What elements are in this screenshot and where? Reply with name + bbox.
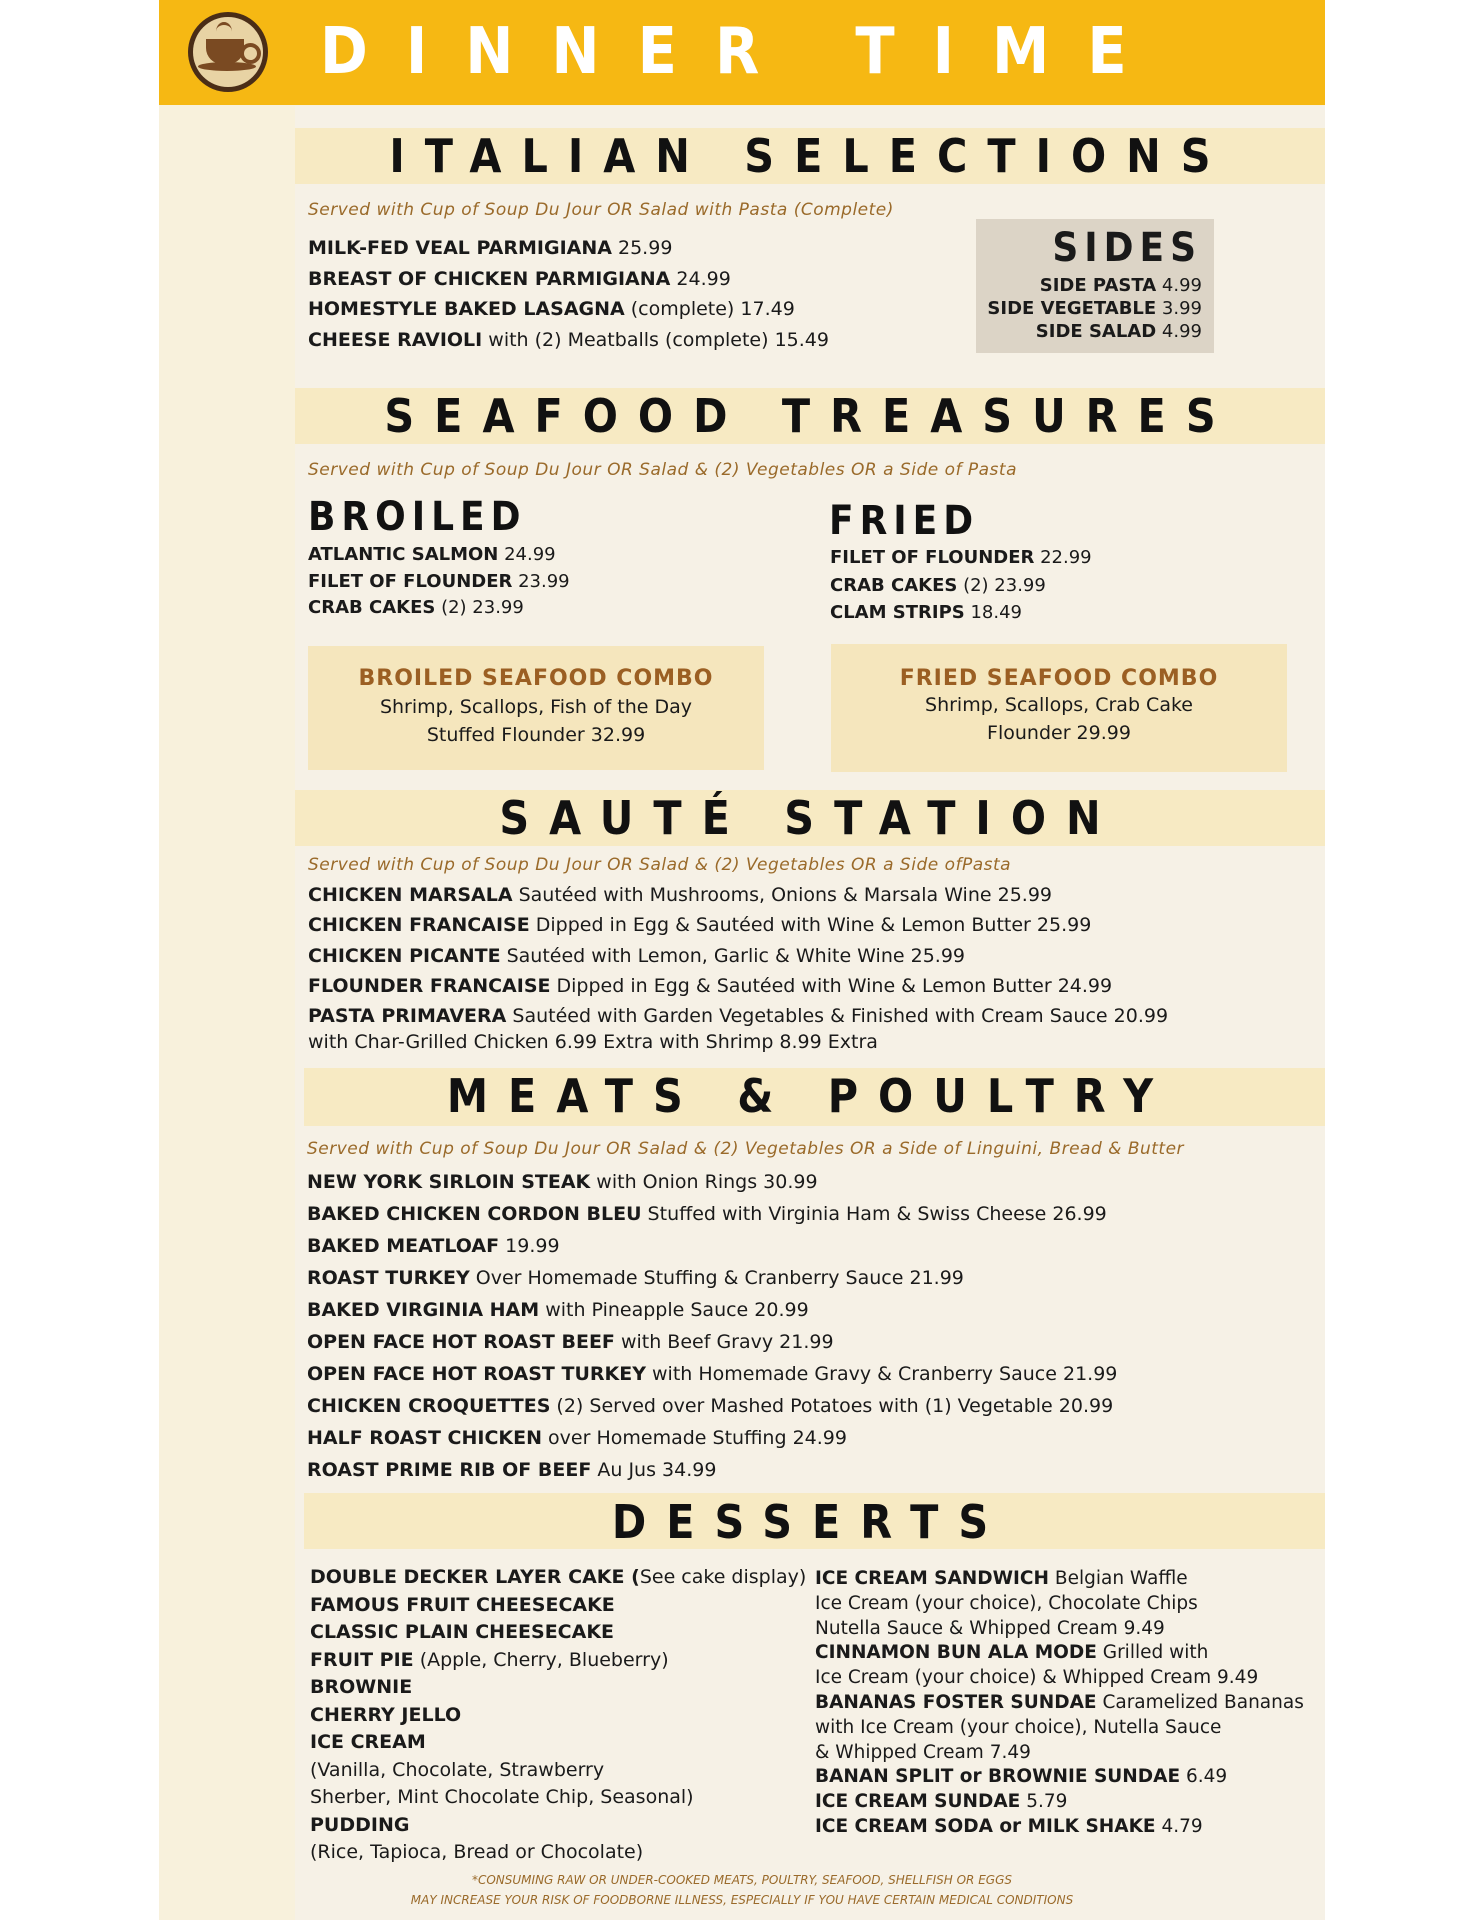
item-name: BAKED CHICKEN CORDON BLEU (307, 1203, 642, 1225)
seafood-subtitle: Served with Cup of Soup Du Jour OR Salad & (2) Vegetables OR a Side of Pasta (308, 460, 1017, 480)
menu-item (308, 913, 1091, 937)
item-description: (2) 23.99 (435, 597, 524, 618)
item-description: & Whipped Cream 7.49 (815, 1741, 1031, 1763)
item-description: with Ice Cream (your choice), Nutella Sauce (815, 1716, 1222, 1738)
broiled-heading: BROILED (308, 494, 527, 540)
item-name: DOUBLE DECKER LAYER CAKE ( (310, 1566, 640, 1588)
item-description: (Vanilla, Chocolate, Strawberry (310, 1758, 605, 1781)
dessert-item (310, 1840, 643, 1864)
item-description: with Onion Rings 30.99 (590, 1171, 818, 1193)
item-name: CLASSIC PLAIN CHEESECAKE (310, 1621, 615, 1643)
item-description: (Apple, Cherry, Blueberry) (413, 1648, 669, 1671)
item-name: HALF ROAST CHICKEN (307, 1427, 543, 1449)
item-name: ICE CREAM (310, 1731, 426, 1753)
desserts-title: DESSERTS (611, 1495, 1009, 1549)
broiled-item (308, 570, 570, 594)
saute-subtitle: Served with Cup of Soup Du Jour OR Salad & (2) Vegetables OR a Side ofPasta (308, 855, 1012, 875)
item-description: Sherber, Mint Chocolate Chip, Seasonal) (310, 1786, 694, 1808)
menu-item (307, 1202, 1107, 1226)
item-description: 25.99 (611, 237, 673, 259)
menu-item (307, 1266, 964, 1290)
item-name: MILK-FED VEAL PARMIGIANA (308, 237, 612, 259)
item-name: CLAM STRIPS (830, 602, 965, 623)
item-name: BANAN SPLIT or BROWNIE SUNDAE (815, 1766, 1181, 1788)
dessert-item (815, 1691, 1304, 1715)
item-name: OPEN FACE HOT ROAST BEEF (307, 1331, 615, 1353)
dessert-item (815, 1641, 1208, 1665)
side-item: SIDE VEGETABLE 3.99 (987, 298, 1202, 319)
item-name: ATLANTIC SALMON (308, 544, 499, 565)
item-description: over Homemade Stuffing 24.99 (542, 1427, 847, 1449)
menu-item (307, 1234, 560, 1258)
item-name: ICE CREAM SANDWICH (815, 1568, 1049, 1589)
menu-item (307, 1298, 809, 1322)
seafood-title: SEAFOOD TREASURES (384, 389, 1236, 443)
item-name: CHICKEN CROQUETTES (307, 1395, 551, 1417)
item-description: Grilled with (1096, 1642, 1209, 1664)
menu-item (308, 236, 672, 260)
dessert-item (815, 1790, 1067, 1814)
item-description: Stuffed with Virginia Ham & Swiss Cheese 26.99 (641, 1203, 1107, 1225)
item-description: Over Homemade Stuffing & Cranberry Sauce 21.99 (469, 1267, 964, 1289)
meats-subtitle: Served with Cup of Soup Du Jour OR Salad & (2) Vegetables OR a Side of Linguini, Bread & Butter (307, 1139, 1185, 1159)
broiled-combo-title: BROILED SEAFOOD COMBO (358, 666, 714, 691)
dessert-item (310, 1730, 426, 1754)
dessert-item (310, 1758, 604, 1782)
item-description: Dipped in Egg & Sautéed with Wine & Lemon Butter 24.99 (550, 974, 1113, 997)
item-description: Dipped in Egg & Sautéed with Wine & Lemon Butter 25.99 (529, 914, 1092, 937)
item-description: Caramelized Bananas (1096, 1692, 1304, 1713)
sides-box (976, 219, 1214, 353)
italian-subtitle: Served with Cup of Soup Du Jour OR Salad with Pasta (Complete) (308, 200, 894, 220)
item-description: Nutella Sauce & Whipped Cream 9.49 (815, 1617, 1165, 1639)
item-name: PUDDING (310, 1813, 410, 1836)
item-description: 18.49 (964, 602, 1023, 623)
menu-item (308, 944, 965, 968)
item-description: with (2) Meatballs (complete) 15.49 (482, 328, 829, 351)
dessert-item (815, 1765, 1227, 1789)
dessert-item (310, 1620, 614, 1644)
item-description: 24.99 (670, 267, 731, 290)
fried-combo-title: FRIED SEAFOOD COMBO (899, 666, 1219, 691)
page-title: DINNER TIME (320, 15, 1165, 89)
dessert-item (815, 1716, 1221, 1740)
broiled-combo-line: Stuffed Flounder 32.99 (426, 724, 646, 746)
menu-item (307, 1426, 847, 1450)
dessert-item (310, 1703, 461, 1727)
item-name: ICE CREAM SODA or MILK SHAKE (815, 1816, 1156, 1837)
dessert-item (310, 1565, 806, 1589)
item-name: FAMOUS FRUIT CHEESECAKE (310, 1593, 615, 1616)
item-description: with Homemade Gravy & Cranberry Sauce 21.99 (645, 1363, 1118, 1385)
item-description: 19.99 (499, 1235, 560, 1257)
meats-title: MEATS & POULTRY (446, 1069, 1174, 1123)
item-description: Sautéed with Lemon, Garlic & White Wine 25.99 (500, 944, 965, 967)
item-name: NEW YORK SIRLOIN STEAK (307, 1171, 591, 1193)
item-description: (2) Served over Mashed Potatoes with (1) Vegetable 20.99 (550, 1395, 1114, 1417)
item-description: See cake display) (639, 1566, 807, 1588)
item-name: FILET OF FLOUNDER (830, 547, 1035, 568)
broiled-item (308, 543, 556, 567)
dessert-item (815, 1666, 1258, 1690)
side-item: SIDE SALAD 4.99 (1035, 321, 1202, 342)
item-description: Sautéed with Garden Vegetables & Finished with Cream Sauce 20.99 (506, 1005, 1169, 1028)
coffee-cup-icon (188, 12, 268, 92)
item-description: 23.99 (512, 570, 570, 592)
item-name: CRAB CAKES (830, 574, 958, 596)
broiled-combo-box (308, 646, 764, 770)
dessert-item (310, 1593, 615, 1617)
menu-item (307, 1330, 834, 1354)
item-description: with Beef Gravy 21.99 (614, 1331, 834, 1353)
item-description: 6.49 (1180, 1766, 1228, 1788)
item-name: CRAB CAKES (308, 597, 436, 618)
menu-item (308, 1004, 1168, 1028)
item-name: FLOUNDER FRANCAISE (308, 974, 551, 997)
item-description: 24.99 (498, 544, 556, 565)
item-name: CHEESE RAVIOLI (308, 328, 483, 351)
item-description: Belgian Waffle (1049, 1568, 1188, 1589)
item-name: FRUIT PIE (310, 1648, 414, 1671)
menu-item (308, 297, 795, 321)
fried-combo-line: Flounder 29.99 (987, 722, 1131, 744)
item-name: BAKED MEATLOAF (307, 1235, 500, 1257)
item-name: CHICKEN PICANTE (308, 944, 501, 967)
broiled-combo-line: Shrimp, Scallops, Fish of the Day (379, 696, 693, 718)
dessert-item (815, 1592, 1198, 1616)
dessert-item (815, 1617, 1165, 1641)
saute-extra: with Char-Grilled Chicken 6.99 Extra with Shrimp 8.99 Extra (308, 1031, 878, 1053)
item-name: HOMESTYLE BAKED LASAGNA (308, 298, 625, 320)
item-description: 5.79 (1020, 1791, 1068, 1813)
dessert-item (310, 1785, 694, 1809)
item-description: Ice Cream (your choice), Chocolate Chips (815, 1592, 1198, 1614)
dessert-item (310, 1648, 669, 1672)
item-name: ICE CREAM SUNDAE (815, 1791, 1021, 1813)
dessert-item (815, 1741, 1031, 1765)
broiled-item (308, 596, 524, 620)
item-description: Au Jus 34.99 (591, 1459, 717, 1481)
fried-item (830, 546, 1092, 570)
item-name: FILET OF FLOUNDER (308, 570, 513, 592)
allergy-notice: *CONSUMING RAW OR UNDER-COOKED MEATS, POULTRY, SEAFOOD, SHELLFISH OR EGGS (471, 1873, 1013, 1887)
dessert-item (815, 1815, 1203, 1839)
item-description: (complete) 17.49 (624, 298, 795, 320)
menu-item (307, 1458, 716, 1482)
item-description: Ice Cream (your choice) & Whipped Cream 9.49 (815, 1667, 1259, 1689)
item-name: ROAST TURKEY (307, 1267, 470, 1289)
fried-combo-line: Shrimp, Scallops, Crab Cake (925, 694, 1193, 716)
fried-item (830, 574, 1046, 598)
fried-combo-box (831, 644, 1287, 772)
item-name: OPEN FACE HOT ROAST TURKEY (307, 1363, 646, 1385)
item-description: 4.79 (1155, 1816, 1203, 1837)
italian-title: ITALIAN SELECTIONS (389, 129, 1231, 183)
item-name: BROWNIE (310, 1676, 413, 1698)
item-name: CHERRY JELLO (310, 1703, 462, 1726)
fried-heading: FRIED (829, 498, 980, 544)
menu-item (307, 1394, 1113, 1418)
item-name: BREAST OF CHICKEN PARMIGIANA (308, 267, 671, 290)
item-name: BAKED VIRGINIA HAM (307, 1299, 540, 1321)
saute-title: SAUTÉ STATION (499, 791, 1121, 845)
menu-item (307, 1170, 818, 1194)
item-name: PASTA PRIMAVERA (308, 1005, 507, 1028)
item-name: ROAST PRIME RIB OF BEEF (307, 1459, 592, 1481)
item-name: CHICKEN MARSALA (308, 884, 513, 906)
item-description: with Pineapple Sauce 20.99 (539, 1299, 809, 1321)
allergy-notice: MAY INCREASE YOUR RISK OF FOODBORNE ILLNESS, ESPECIALLY IF YOU HAVE CERTAIN MEDICAL CONDITIONS (410, 1893, 1074, 1907)
item-name: CHICKEN FRANCAISE (308, 914, 530, 937)
menu-item (308, 974, 1112, 998)
dessert-item (815, 1567, 1188, 1591)
side-item: SIDE PASTA 4.99 (1039, 275, 1202, 296)
menu-item (308, 328, 829, 352)
item-name: BANANAS FOSTER SUNDAE (815, 1692, 1097, 1713)
item-name: CINNAMON BUN ALA MODE (815, 1642, 1097, 1664)
item-description: Sautéed with Mushrooms, Onions & Marsala Wine 25.99 (512, 884, 1052, 906)
item-description: (Rice, Tapioca, Bread or Chocolate) (310, 1841, 644, 1863)
dessert-item (310, 1813, 409, 1837)
item-description: 22.99 (1034, 547, 1092, 568)
sides-title: SIDES (1052, 225, 1202, 271)
dessert-item (310, 1675, 412, 1699)
menu-item (308, 267, 731, 291)
menu-item (308, 883, 1052, 907)
menu-item (307, 1362, 1117, 1386)
fried-item (830, 601, 1022, 625)
item-description: (2) 23.99 (957, 574, 1046, 596)
